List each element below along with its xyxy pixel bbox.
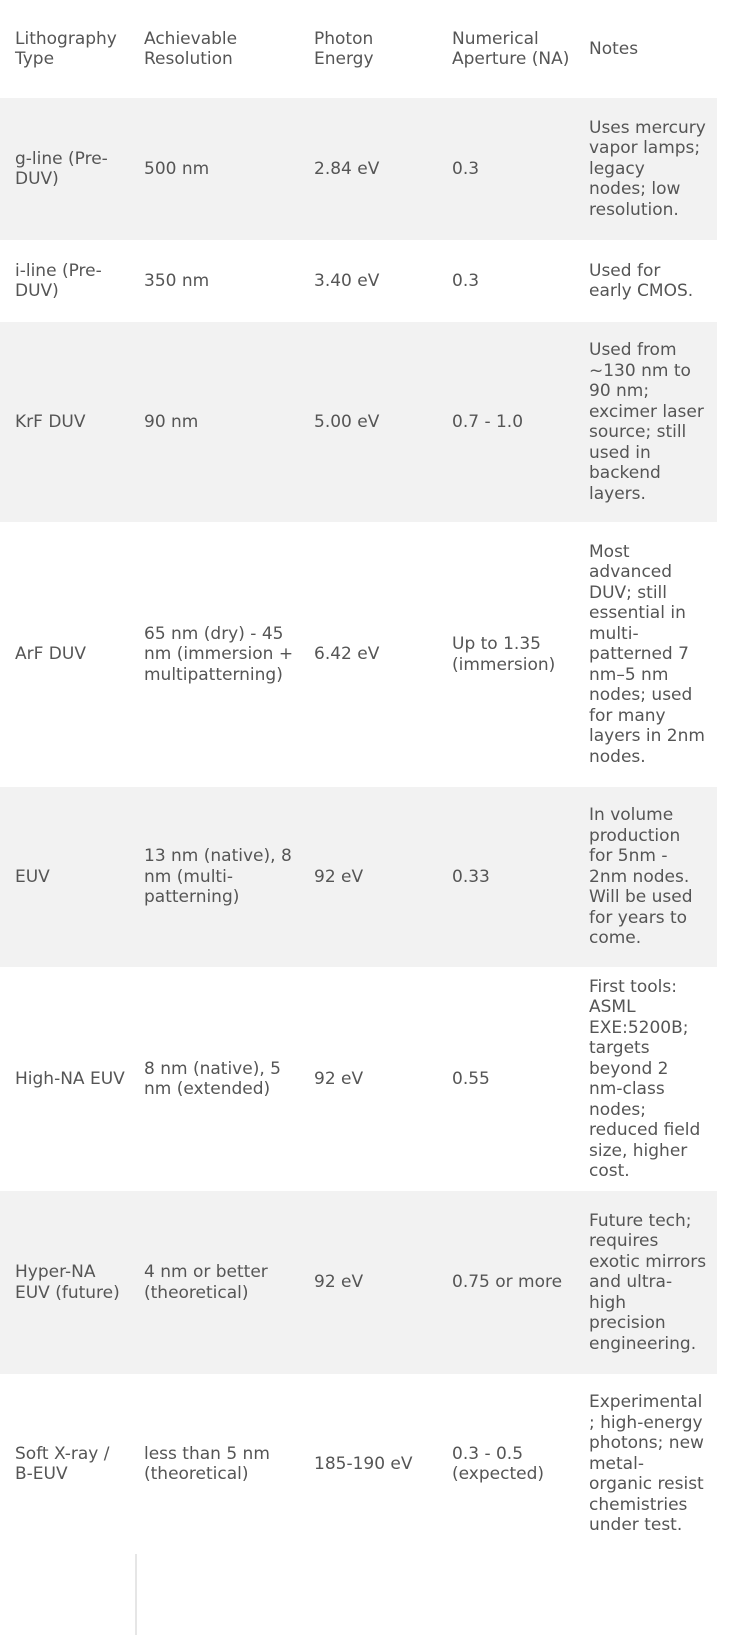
header-lithography-type: Lithography Type [15,28,117,69]
cell-notes: Used for early CMOS. [589,260,694,301]
cell-na: 0.55 [452,1068,490,1089]
cell-na: 0.3 [452,158,480,179]
cell-resolution: 500 nm [144,158,210,179]
cell-resolution: less than 5 nm (theoretical) [144,1443,270,1484]
table-header-row [0,0,717,98]
cell-type: Soft X-ray / B-EUV [15,1443,110,1484]
cell-notes: Used from ~130 nm to 90 nm; excimer laser source; still used in backend layers. [589,340,704,504]
cell-resolution: 90 nm [144,411,199,432]
cell-resolution: 350 nm [144,270,210,291]
cell-type: i-line (Pre-DUV) [15,260,102,301]
cell-notes: First tools: ASML EXE:5200B; targets beyond 2 nm-class nodes; reduced field size, higher cost. [589,976,701,1181]
cell-resolution: 8 nm (native), 5 nm (extended) [144,1058,281,1099]
cell-notes: Most advanced DUV; still essential in multi-patterned 7 nm–5 nm nodes; used for many layers in 2nm nodes. [589,541,705,767]
cell-na: 0.3 [452,270,480,291]
table-row [0,322,717,522]
cell-energy: 92 eV [314,1068,364,1089]
cell-type: High-NA EUV [15,1068,125,1089]
cell-energy: 92 eV [314,866,364,887]
table-row [0,522,717,787]
cell-notes: Uses mercury vapor lamps; legacy nodes; low resolution. [589,117,706,220]
cell-notes: Experimental; high-energy photons; new metal-organic resist chemistries under test. [589,1392,704,1536]
cell-energy: 2.84 eV [314,158,380,179]
table-row [0,1191,717,1374]
cell-notes: Future tech; requires exotic mirrors and ultra-high precision engineering. [589,1210,707,1354]
cell-na: 0.3 - 0.5 (expected) [452,1443,544,1484]
cell-resolution: 13 nm (native), 8 nm (multi-patterning) [144,846,292,908]
cell-resolution: 4 nm or better (theoretical) [144,1262,268,1303]
table-row [0,240,717,322]
cell-energy: 185-190 eV [314,1453,413,1474]
cell-energy: 3.40 eV [314,270,380,291]
header-photon-energy: Photon Energy [314,28,374,69]
cell-na: 0.75 or more [452,1272,563,1293]
table-row [0,1374,717,1554]
cell-type: KrF DUV [15,411,86,432]
table-row [0,967,717,1191]
table-row [0,787,717,967]
cell-resolution: 65 nm (dry) - 45 nm (immersion + multipatterning) [144,623,294,685]
header-numerical-aperture: Numerical Aperture (NA) [452,28,570,69]
cell-type: ArF DUV [15,644,86,665]
cell-na: Up to 1.35 (immersion) [452,634,556,675]
cell-energy: 6.42 eV [314,644,380,665]
table-row [0,98,717,240]
cell-type: EUV [15,866,50,887]
cell-energy: 92 eV [314,1272,364,1293]
cell-type: Hyper-NA EUV (future) [15,1262,120,1303]
cell-energy: 5.00 eV [314,411,380,432]
cell-type: g-line (Pre-DUV) [15,148,108,189]
header-achievable-resolution: Achievable Resolution [144,28,238,69]
cell-na: 0.33 [452,866,490,887]
cell-na: 0.7 - 1.0 [452,411,524,432]
header-notes: Notes [589,38,639,59]
cell-notes: In volume production for 5nm - 2nm nodes. Will be used for years to come. [589,805,693,949]
